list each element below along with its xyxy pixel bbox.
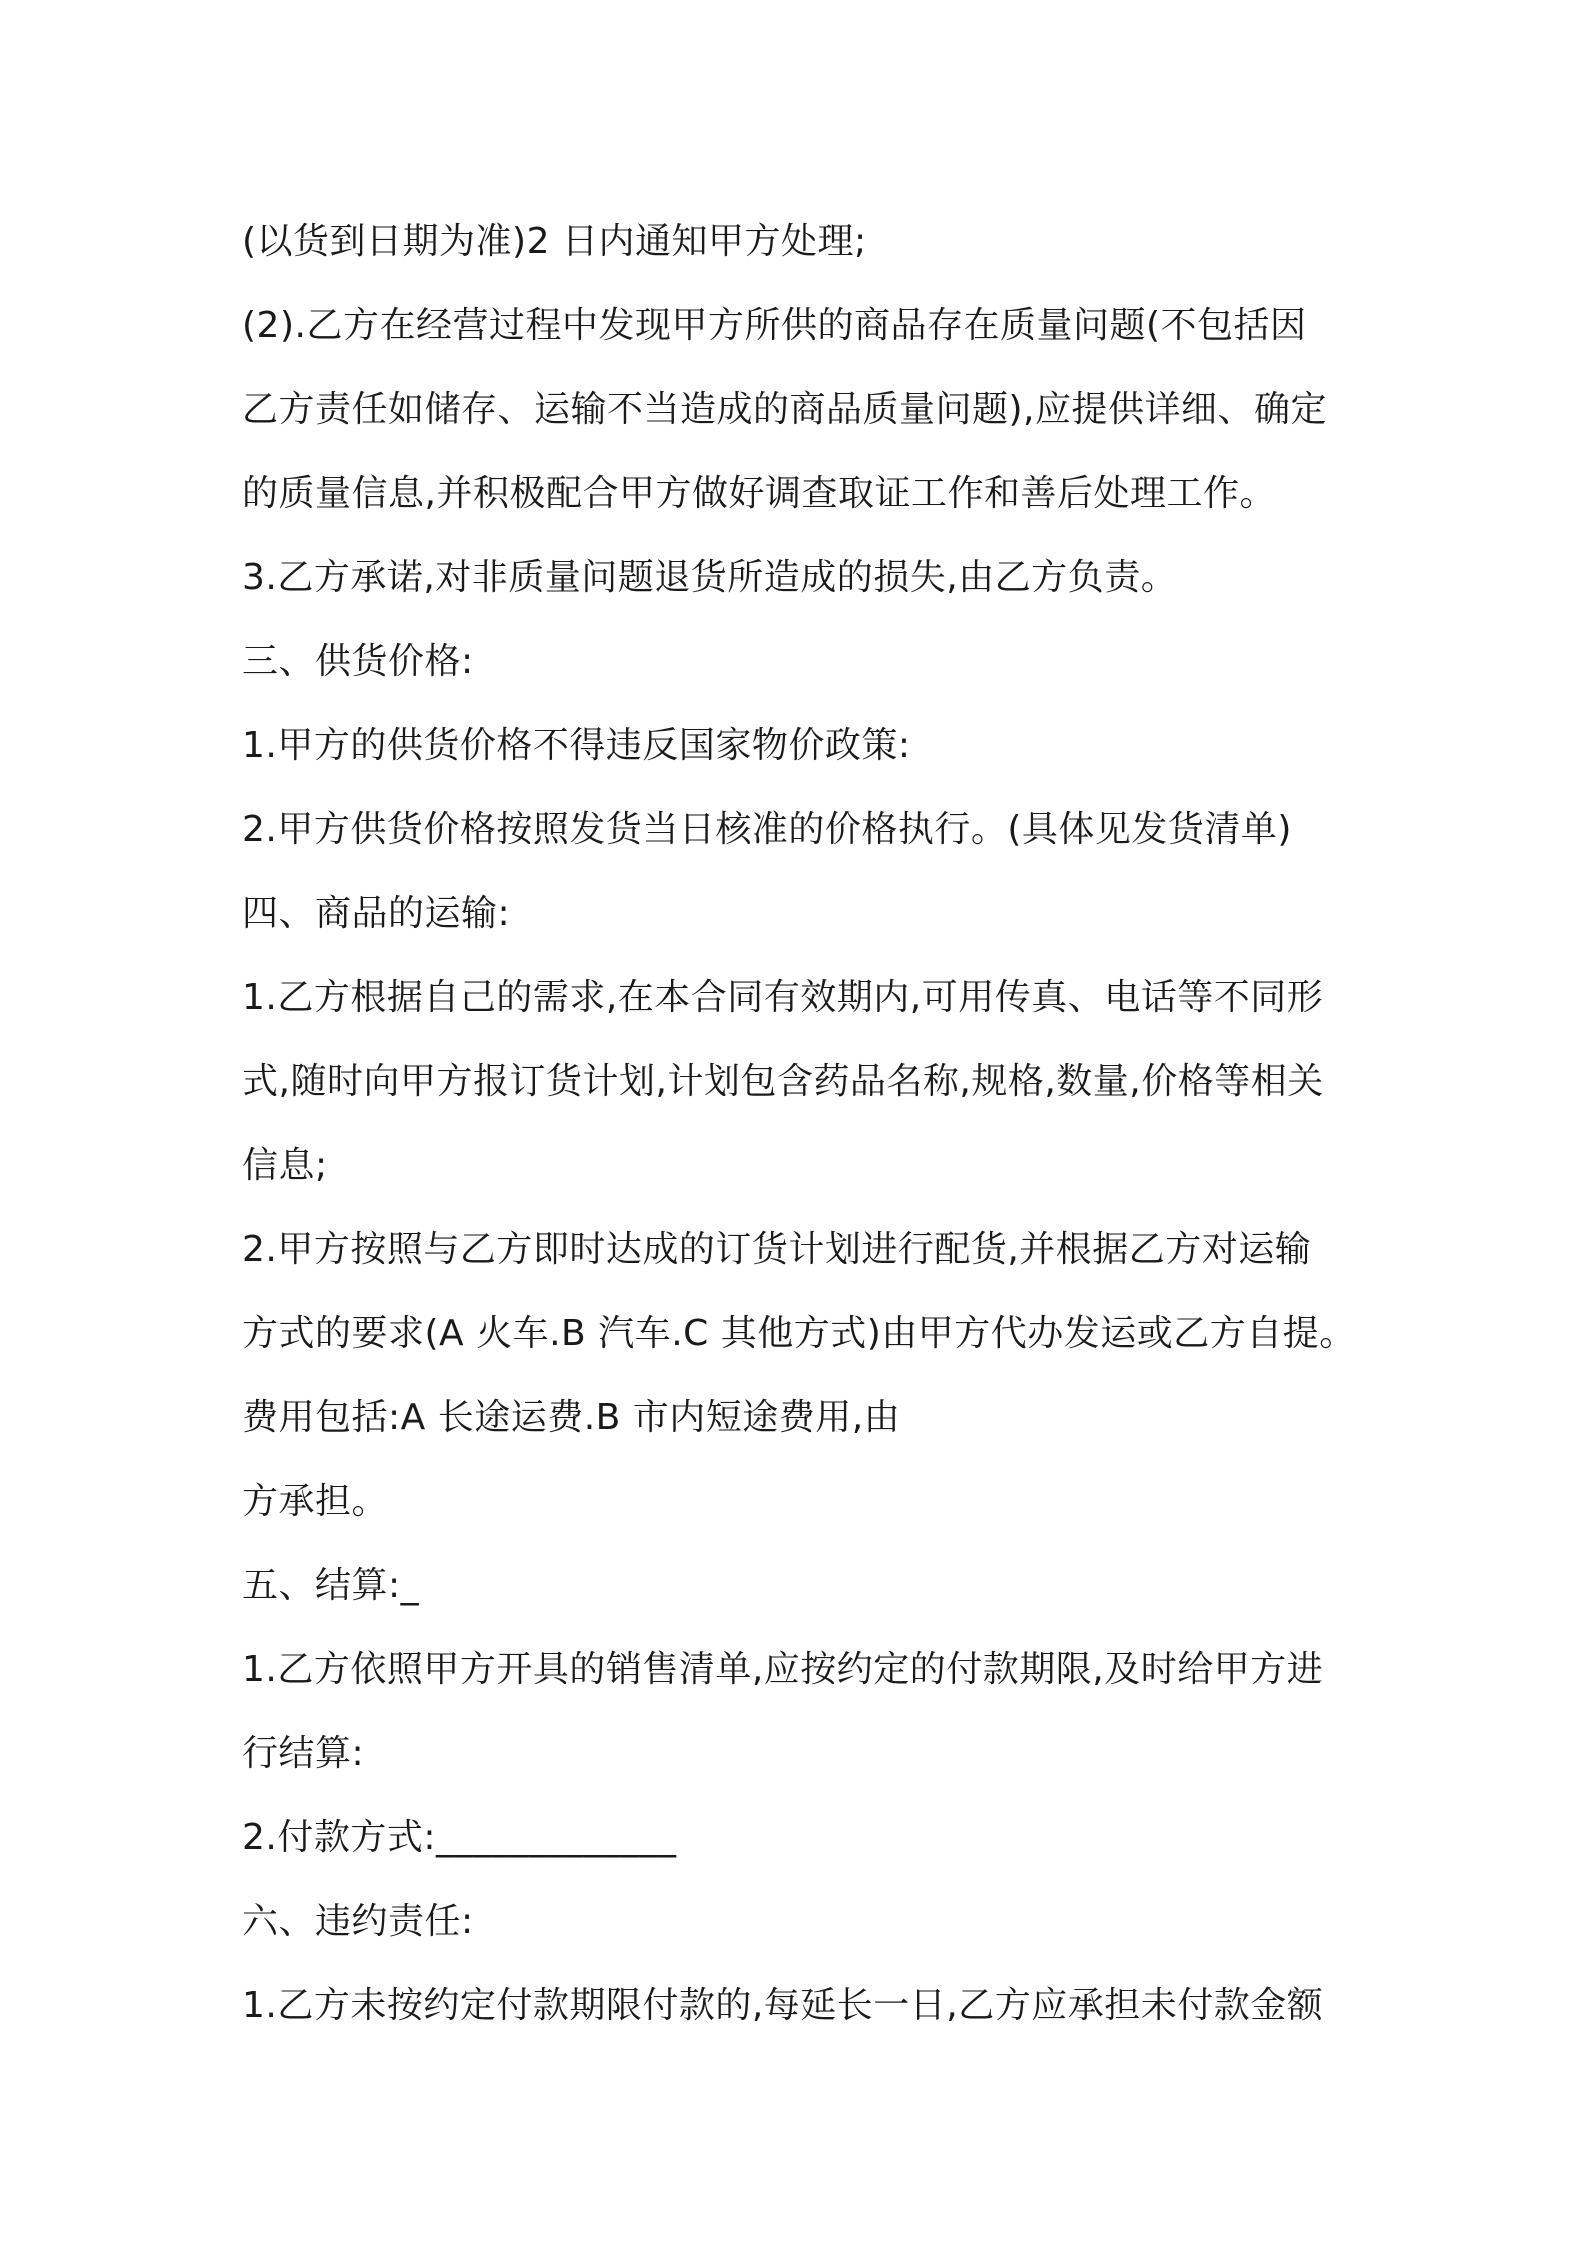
text-line: 的质量信息,并积极配合甲方做好调查取证工作和善后处理工作。	[242, 473, 1276, 514]
text-line: 2.甲方按照与乙方即时达成的订货计划进行配货,并根据乙方对运输	[242, 1229, 1312, 1270]
text-line: 式,随时向甲方报订货计划,计划包含药品名称,规格,数量,价格等相关	[242, 1061, 1324, 1102]
text-line: 1.甲方的供货价格不得违反国家物价政策:	[242, 725, 911, 766]
text-line: 行结算:	[242, 1733, 365, 1774]
section-heading: 四、商品的运输:	[242, 893, 511, 934]
text-line: 方式的要求(A 火车.B 汽车.C 其他方式)由甲方代办发运或乙方自提。	[242, 1313, 1356, 1354]
text-line: 2.甲方供货价格按照发货当日核准的价格执行。(具体见发货清单)	[242, 809, 1292, 850]
text-line: 2.付款方式:_____________	[242, 1817, 677, 1858]
text-line: 1.乙方未按约定付款期限付款的,每延长一日,乙方应承担未付款金额	[242, 1985, 1324, 2026]
section-heading: 三、供货价格:	[242, 641, 474, 682]
text-line: 方承担。	[242, 1481, 389, 1522]
section-heading: 五、结算:_	[242, 1565, 420, 1606]
text-line: 费用包括:A 长途运费.B 市内短途费用,由	[242, 1397, 901, 1438]
document-body	[242, 200, 1362, 2048]
text-line: 1.乙方依照甲方开具的销售清单,应按约定的付款期限,及时给甲方进	[242, 1649, 1324, 1690]
text-line: (以货到日期为准)2 日内通知甲方处理;	[242, 221, 867, 262]
text-line: 1.乙方根据自己的需求,在本合同有效期内,可用传真、电话等不同形	[242, 977, 1324, 1018]
text-line: (2).乙方在经营过程中发现甲方所供的商品存在质量问题(不包括因	[242, 305, 1307, 346]
text-line: 乙方责任如储存、运输不当造成的商品质量问题),应提供详细、确定	[242, 389, 1327, 430]
text-line: 信息;	[242, 1145, 328, 1186]
section-heading: 六、违约责任:	[242, 1901, 474, 1942]
text-line: 3.乙方承诺,对非质量问题退货所造成的损失,由乙方负责。	[242, 557, 1178, 598]
